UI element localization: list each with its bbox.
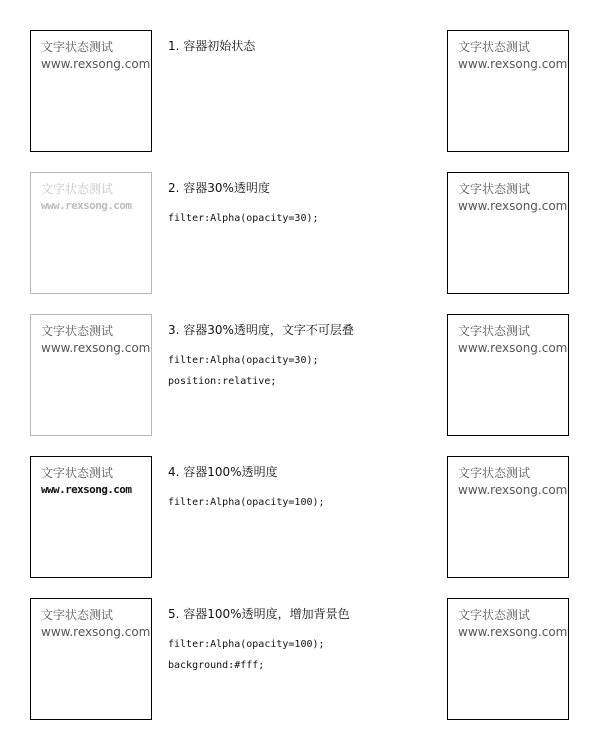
box-text-url: www.rexsong.com (458, 57, 568, 71)
row-title: 5. 容器100%透明度，增加背景色 (168, 607, 350, 621)
demo-row-3 (0, 314, 600, 436)
code-line: background:#fff; (168, 660, 265, 671)
box-text-line1: 文字状态测试 (458, 40, 531, 54)
box-text-url: www.rexsong.com (458, 341, 568, 355)
demo-box-before (30, 30, 152, 152)
box-text-url: www.rexsong.com (458, 625, 568, 639)
box-text-line1: 文字状态测试 (458, 324, 531, 338)
box-text-url: www.rexsong.com (41, 341, 151, 355)
box-text-url: www.rexsong.com (41, 483, 132, 496)
row-title: 3. 容器30%透明度，文字不可层叠 (168, 323, 354, 337)
demo-box-before (30, 172, 152, 294)
row-title: 1. 容器初始状态 (168, 39, 256, 53)
demo-row-5 (0, 598, 600, 720)
demo-box-reference (447, 314, 569, 436)
demo-box-reference (447, 598, 569, 720)
code-line: position:relative; (168, 376, 277, 387)
demo-box-before (30, 456, 152, 578)
box-text-line1: 文字状态测试 (458, 466, 531, 480)
row-title: 2. 容器30%透明度 (168, 181, 270, 195)
demo-box-reference (447, 30, 569, 152)
code-line: filter:Alpha(opacity=100); (168, 497, 325, 508)
code-line: filter:Alpha(opacity=30); (168, 213, 319, 224)
demo-box-before (30, 314, 152, 436)
demo-row-4 (0, 456, 600, 578)
box-text-url: www.rexsong.com (41, 199, 132, 212)
demo-box-reference (447, 172, 569, 294)
box-text-line1: 文字状态测试 (458, 608, 531, 622)
box-text-line1: 文字状态测试 (41, 40, 114, 54)
box-text-line1: 文字状态测试 (41, 182, 114, 196)
demo-box-reference (447, 456, 569, 578)
box-text-url: www.rexsong.com (458, 199, 568, 213)
code-line: filter:Alpha(opacity=30); (168, 355, 319, 366)
box-text-url: www.rexsong.com (41, 625, 151, 639)
box-text-url: www.rexsong.com (458, 483, 568, 497)
demo-row-2 (0, 172, 600, 294)
box-text-line1: 文字状态测试 (458, 182, 531, 196)
code-line: filter:Alpha(opacity=100); (168, 639, 325, 650)
demo-box-before (30, 598, 152, 720)
row-title: 4. 容器100%透明度 (168, 465, 278, 479)
demo-row-1 (0, 30, 600, 152)
box-text-url: www.rexsong.com (41, 57, 151, 71)
box-text-line1: 文字状态测试 (41, 324, 114, 338)
box-text-line1: 文字状态测试 (41, 466, 114, 480)
box-text-line1: 文字状态测试 (41, 608, 114, 622)
